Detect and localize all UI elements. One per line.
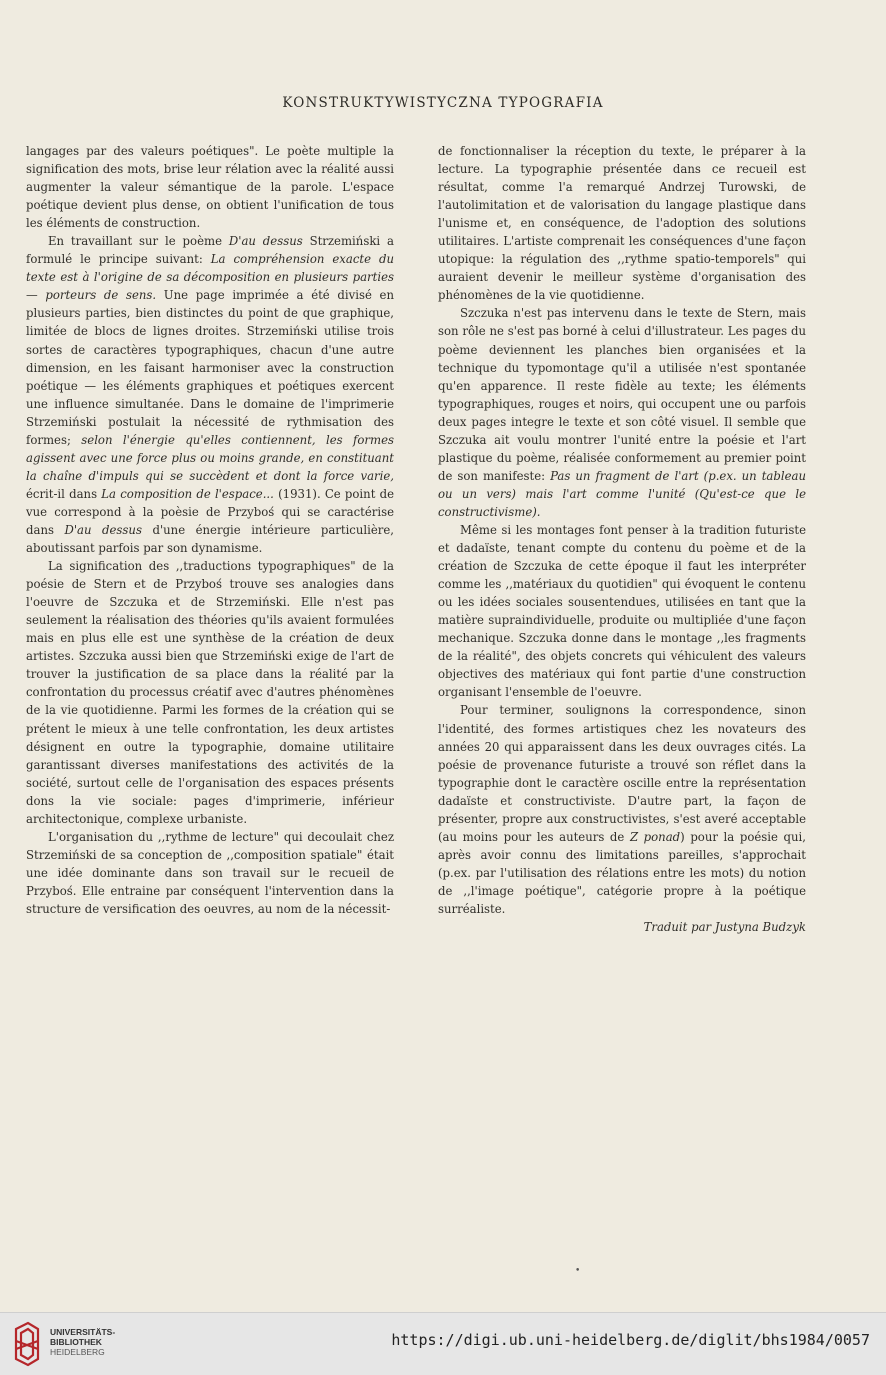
paragraph: En travaillant sur le poème D'au dessus Strzemiński a formulé le principe suivant: La compréhension exacte du texte est à l'origine de sa décomposition en plusieurs parties — porteurs de sens. Une page imprimée a été divisé en plusieurs parties, bien distinctes du point de que graphique, limitée de blocs de lignes droites. Strzemiński utilise trois sortes de caractères typographiques, chacun d'une autre dimension, en les faisant harmoniser avec la construction poétique — les éléments graphiques et poétiques exercent une influence simultanée. Dans le domaine de l'imprimerie Strzemiński postulait la nécessité de rythmisation des formes; selon l'énergie qu'elles contiennent, les formes agissent avec une force plus ou moins grande, en constituant la chaîne d'impuls qui se succèdent et dont la force varie, écrit-il dans La composition de l'espace... (1931). Ce point de vue correspond à la poèsie de Przyboś qui se caractérise dans D'au dessus d'une énergie intérieure particulière, aboutissant parfois par son dynamisme. [26,234,395,556]
paragraph: La signification des ,,traductions typographiques" de la poésie de Stern et de Przyboś trouve ses analogies dans l'oeuvre de Szczuka et de Strzemiński. Elle n'est pas seulement la réalisation des théories qu'ils avaient formulées mais en plus elle est une synthèse de la création de deux artistes. Szczuka aussi bien que Strzemiński exige de l'art de trouver la justification de sa place dans la réalité par la confrontation du processus créatif avec d'autres phénomènes de la vie quotidienne. Parmi les formes de la création qui se prétent le mieux à une telle confrontation, les deux artistes désignent en outre la typographie, domaine utilitaire garantissant diverses manifestations des activités de la société, surtout celle de l'organisation des espaces présents dons la vie sociale: pages d'imprimerie, inférieur architectonique, complexe urbaniste. [26,559,394,826]
text-column-right [438,142,806,936]
permalink-url[interactable]: https://digi.ub.uni-heidelberg.de/diglit/bhs1984/0057 [391,1331,870,1349]
paragraph: L'organisation du ,,rythme de lecture" qui decoulait chez Strzemiński de sa conception de ,,composition spatiale" était une idée dominante dans son travail sur le recueil de Przyboś. Elle entraine par conséquent l'intervention dans la structure de versification des oeuvres, au nom de la nécessit- [26,829,394,916]
text-column-left [26,142,394,918]
paragraph: langages par des valeurs poétiques". Le poète multiple la signification des mots, brise leur rélation avec la réalité aussi augmenter la valeur sémantique de la parole. L'espace poétique devient plus dense, on obtient l'unification de tous les éléments de construction. [26,144,394,231]
translator-credit: Traduit par Justyna Budzyk [643,920,806,935]
paragraph: de fonctionnaliser la réception du texte, le préparer à la lecture. La typographie présentée dans ce recueil est résultat, comme l'a remarqué Andrzej Turowski, de l'autolimitation et de valorisation du langage plastique dans l'unisme et, en conséquence, de l'adoption des solutions utilitaires. L'artiste comprenait les conséquences d'une façon utopique: la régulation des ,,rythme spatio-temporels" qui auraient devenir le meilleur système d'organisation des phénomènes de la vie quotidienne. [438,144,806,303]
paragraph: Szczuka n'est pas intervenu dans le texte de Stern, mais son rôle ne s'est pas borné à celui d'illustrateur. Les pages du poème deviennent les planches bien organisées et la technique du typomontage qu'il a utilisée n'est spontanée qu'en apparence. Il reste fidèle au texte; les éléments typographiques, rouges et noirs, qui occupent une ou parfois deux pages integre le texte et son côté visuel. Il semble que Szczuka ait voulu montrer l'unité entre la poésie et l'art plastique du poème, réalisée conformement au premier point de son manifeste: Pas un fragment de l'art (p.ex. un tableau ou un vers) mais l'art comme l'unité (Qu'est-ce que le constructivisme). [438,306,806,519]
viewer-footer [0,1312,886,1375]
page-mark: • [575,1266,581,1276]
paragraph: Même si les montages font penser à la tradition futuriste et dadaïste, tenant compte du contenu du poème et de la création de Szczuka de cette époque il faut les interpréter comme les ,,matériaux du quotidien" qui évoquent le contenu ou les idées sociales sousentendues, utilisées en tant que la matière supraindividuelle, produite ou multipliée d'une façon mechanique. Szczuka donne dans le montage ,,les fragments de la réalité", des objets concrets qui véhiculent des valeurs objectives des matériaux qui font partie d'une construction organisant l'ensemble de l'oeuvre. [438,522,806,700]
running-head: KONSTRUKTYWISTYCZNA TYPOGRAFIA [282,95,604,111]
library-name: UNIVERSITÄTS- BIBLIOTHEK HEIDELBERG [50,1327,116,1357]
paragraph: Pour terminer, soulignons la correspondence, sinon l'identité, des formes artistiques chez les novateurs des années 20 qui apparaissent dans les deux ouvrages cités. La poésie de provenance futuriste a trouvé son réflet dans la typographie dont le caractère oscille entre la représentation dadaïste et constructiviste. D'autre part, la façon de présenter, propre aux constructivistes, s'est averé acceptable (au moins pour les auteurs de Z ponad) pour la poésie qui, après avoir connu des limitations pareilles, s'approchait (p.ex. par l'utilisation des rélations entre les mots) du notion de ,,l'image poétique", catégorie propre à la poétique surréaliste. [438,703,806,916]
university-logo-icon[interactable] [12,1319,42,1369]
